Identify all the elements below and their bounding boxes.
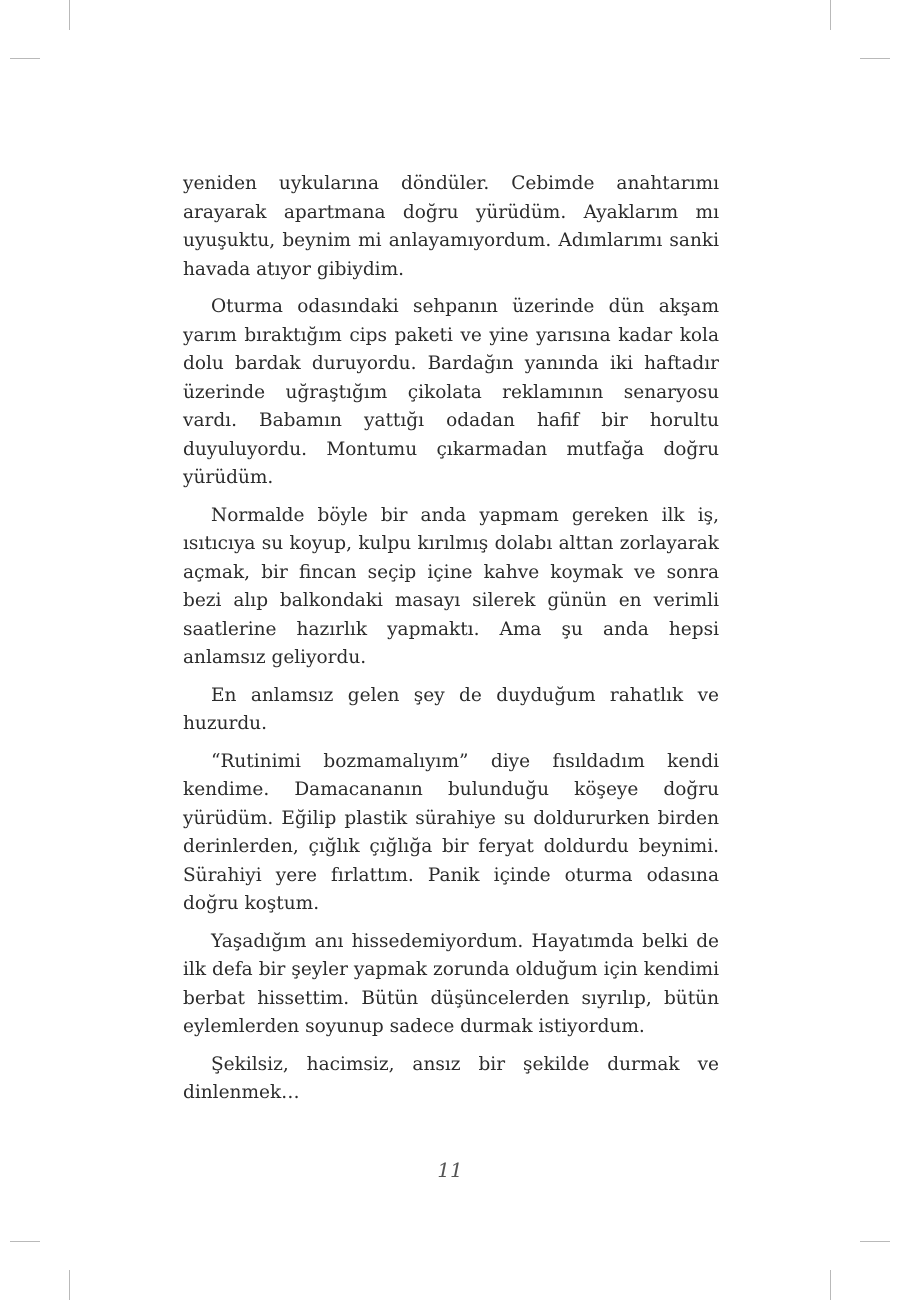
paragraph-6: Yaşadığım anı hissedemiyordum. Hayatımda belki de ilk defa bir şeyler yapmak zorunda olduğum için kendimi berbat hissettim. Bütün düşüncelerden sıyrılıp, bütün eylemlerden soyunup sadece durmak istiyordum. <box>183 930 719 1037</box>
crop-mark-right-top <box>860 58 890 59</box>
crop-mark-top-right <box>830 0 831 30</box>
paragraph-5: “Rutinimi bozmamalıyım” diye fısıldadım kendi kendime. Damacananın bulunduğu köşeye doğru yürüdüm. Eğilip plastik sürahiye su doldururken birden derinlerden, çığlık çığlığa bir feryat doldurdu beynimi. Sürahiyi yere fırlattım. Panik içinde oturma odasına doğru koştum. <box>183 750 719 914</box>
crop-mark-top-left <box>69 0 70 30</box>
crop-mark-bottom-left <box>69 1270 70 1300</box>
paragraph-1: yeniden uykularına döndüler. Cebimde anahtarımı arayarak apartmana doğru yürüdüm. Ayaklarım mı uyuşuktu, beynim mi anlayamıyordum. Adımlarımı sanki havada atıyor gibiydim. <box>183 173 719 280</box>
crop-mark-right-bottom <box>860 1241 890 1242</box>
paragraph-4: En anlamsız gelen şey de duyduğum rahatlık ve huzurdu. <box>183 684 719 734</box>
page-number: 11 <box>437 1158 463 1182</box>
crop-mark-left-bottom <box>10 1241 40 1242</box>
paragraph-3: Normalde böyle bir anda yapmam gereken ilk iş, ısıtıcıya su koyup, kulpu kırılmış dolabı alttan zorlayarak açmak, bir fincan seçip içine kahve koymak ve sonra bezi alıp balkondaki masayı silerek günün en verimli saatlerine hazırlık yapmaktı. Ama şu anda hepsi anlamsız geliyordu. <box>183 504 719 668</box>
paragraph-7: Şekilsiz, hacimsiz, ansız bir şekilde durmak ve dinlenmek… <box>183 1053 719 1103</box>
crop-mark-left-top <box>10 58 40 59</box>
crop-mark-bottom-right <box>830 1270 831 1300</box>
paragraph-2: Oturma odasındaki sehpanın üzerinde dün akşam yarım bıraktığım cips paketi ve yine yarısına kadar kola dolu bardak duruyordu. Bardağın yanında iki haftadır üzerinde uğraştığım çikolata reklamının senaryosu vardı. Babamın yattığı odadan hafif bir horultu duyuluyordu. Montumu çıkarmadan mutfağa doğru yürüdüm. <box>183 296 719 488</box>
body-text <box>183 170 719 1117</box>
